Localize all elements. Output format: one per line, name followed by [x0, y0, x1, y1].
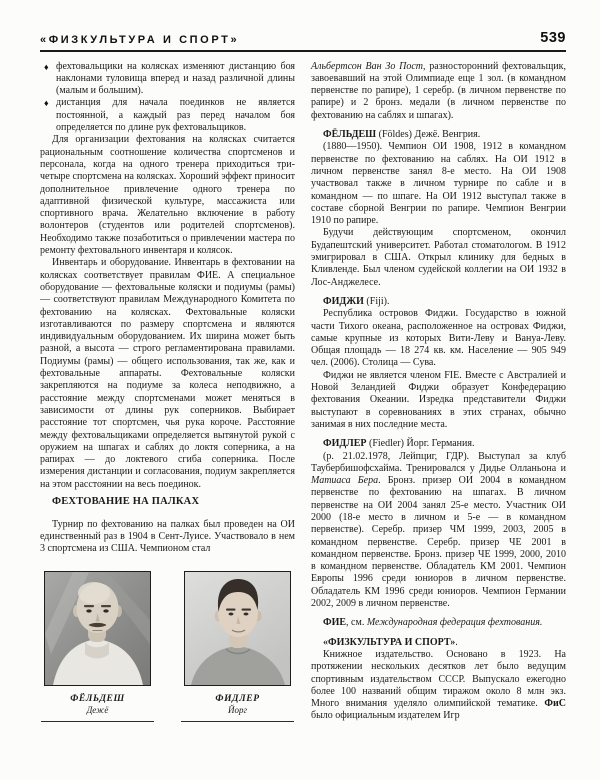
fie-reference: Международная федерация фехтования. — [366, 617, 543, 629]
paragraph-fiji-geography: Республика островов Фиджи. Государство в южной части Тихого океана, расположенное на островах Фиджи, самые крупные из которых Вити-Леву и Вануа-Леву. Общая площадь — 18 274 кв. км. Население — 905 949 чел. (2006). Столица — Сува. — [311, 308, 566, 369]
fiedler-caption — [181, 694, 294, 722]
paragraph-fiji-fencing: Фиджи не является членом FIE. Вместе с Австралией и Новой Зеландией Фиджи образует Конфедерацию фехтования Океании. Изредка представители Фиджи выступают в соревнованиях в этих странах, обычно занимая в них последние места. — [311, 369, 566, 430]
figure-foldes — [41, 571, 154, 722]
header-rule — [40, 50, 566, 52]
caption-rule — [41, 721, 154, 722]
albertson-name: Альбертсон Ван Зо Пост — [311, 60, 423, 72]
headword-fiedler-rest: (Fiedler) Йорг. Германия. — [366, 438, 475, 450]
headword-fis-rest: . — [455, 636, 458, 648]
running-header — [40, 30, 566, 46]
fis-abbreviation: ФиС — [544, 698, 566, 710]
paragraph-fis-publisher — [311, 649, 566, 723]
albertson-rest: , разносторонний фехтовальщик, завоевавший на этой Олимпиаде еще 1 зол. (в командном первенстве по рапире), 1 серебр. (в личном первенстве по рапире) и 2 бронз. медали (в личном первенстве по фехтованию на саблях и шпагах). — [311, 60, 566, 121]
fiedler-portrait-photo — [184, 571, 291, 686]
headword-fis: «ФИЗКУЛЬТУРА И СПОРТ» — [323, 636, 456, 648]
fis-text-before: Книжное издательство. Основано в 1923. На протяжении нескольких десятков лет было ведущим спортивным издательством СССР. Выпускало ежегодно более 100 названий общим тиражом около 8 млн экз. Много внимания уделяло олимпийской тематике. — [311, 648, 566, 710]
paragraph-organization: Для организации фехтования на колясках считается рациональным соотношение количества спортсменов и персонала, когда на одного тренера приходиться три-четыре спортсмена на колясках. Хороший эффект приносит дополнительное привлечение одного тренера по адаптивной физической культуре, массажиста или спортивного врача. Желательно включение в работу волонтеров (студентов или родителей спортсменов). Необходимо также позаботиться о привлечении мастера по ремонту фехтовального инвентаря и колясок. — [40, 134, 295, 257]
fiedler-caption-surname: ФИДЛЕР — [215, 693, 260, 704]
right-column — [311, 61, 566, 723]
bullet-item — [40, 97, 295, 134]
entry-head-fiedler — [311, 438, 566, 450]
running-header-title: «ФИЗКУЛЬТУРА И СПОРТ» — [40, 34, 240, 46]
headword-fie: ФИЕ — [323, 617, 347, 629]
fiedler-coach-name: Матиаса Бера — [311, 475, 379, 487]
foldes-portrait-drawing — [45, 572, 150, 685]
bullet-text: дистанция для начала поединков не является постоянной, а каждый раз перед началом боя определяется по длине рук фехтовальщиков. — [56, 97, 295, 134]
paragraph-equipment: Инвентарь и оборудование. Инвентарь в фехтовании на колясках соответствует правилам ФИЕ. А специальное оборудование — фехтовальные коляски и подиумы (рамы) — соответствуют правилам Международного Комитета по фехтованию на колясках. Фехтовальные коляски изготавливаются по размеру спортсмена и являются индивидуальным оборудованием. Их ширина может быть разной, а высота — строго регламентирована правилами. Подиумы (рамы) — общего использования, так же, как и фехтовальные аппараты. Фехтовальные коляски закрепляются на подиуме за колеса неподвижно, а расстояние между спортсменами может меняться в зависимости от длины рук соперников. Выбирает расстояние тот спортсмен, чья рука короче. Расстояние между фехтовальщиками определяется вытянутой рукой с оружием на шпагах и саблях до локтя соперника, а на рапирах — до локтевого сгиба соперника. После измерения дистанции и согласования, подиум закрепляется на этом расстоянии на весь поединок. — [40, 257, 295, 490]
left-column — [40, 61, 295, 723]
bullet-text: фехтовальщики на колясках изменяют дистанцию боя наклонами туловища вперед и назад различной длины (малым и большим). — [56, 60, 295, 97]
paragraph-stick-fencing: Турнир по фехтованию на палках был проведен на ОИ единственный раз в 1904 в Сент-Луисе. Участвовало в нем 3 спортсмена из США. Чемпионом стал — [40, 518, 295, 555]
fis-text-after: было официальным издателем Игр — [311, 710, 460, 722]
caption-rule — [181, 721, 294, 722]
foldes-portrait-photo — [44, 571, 151, 686]
fiedler-text-before: (р. 21.02.1978, Лейпциг, ГДР). Выступал за клуб Таубербишофсхайма. Тренировался у Дидье Олланьона и — [311, 450, 566, 474]
entry-head-foldes — [311, 129, 566, 141]
paragraph-foldes-life: Будучи действующим спортсменом, окончил Будапештский университет. Работал стоматологом. В 1912 эмигрировал в США. Открыл клинику для бедных в Кливленде. Был членом судейской коллегии на ОИ 1932 в Лос-Анджелесе. — [311, 227, 566, 288]
paragraph-fiedler-career — [311, 451, 566, 611]
paragraph-foldes-career: (1880—1950). Чемпион ОИ 1908, 1912 в командном первенстве по фехтованию на саблях. На ОИ 1912 в личном первенстве занял 8-е место. На ОИ 1908 участвовал также в личном турнире по сабле и в командном — по шпаге. На ОИ 1912 выступал также в составе сборной Венгрии по рапире. Чемпион Венгрии 1910 по рапире. — [311, 141, 566, 227]
diamond-bullet-icon: ♦ — [44, 98, 49, 109]
page-number: 539 — [540, 30, 566, 46]
headword-foldes: ФЁЛЬДЕШ — [323, 129, 377, 141]
fie-see: , см. — [346, 617, 367, 629]
headword-fiji-rest: (Fiji). — [363, 295, 390, 307]
two-column-body — [40, 61, 566, 723]
fiedler-text-after: . Бронз. призер ОИ 2004 в командном первенстве по фехтованию на шпагах. В личном первенстве на ОИ 2004 занял 25-е место. Участник ОИ 2000 (18-е место в личном и 5-е — в командном первенстве). Серебр. призер ЧМ 1999, 2003, 2005 в командном первенстве. Серебр. призер ЧЕ 2001 в командном первенстве. Бронз. призер ЧЕ 1999, 2000, 2010 в командном первенстве. Обладатель КМ 2001. Чемпион Европы 1996 среди юниоров в личном первенстве. Обладатель КМ 1996 среди юниоров. Чемпион Германии 2002, 2009 в личном первенстве. — [311, 475, 566, 610]
headword-fiji: ФИДЖИ — [323, 295, 364, 307]
portrait-figures-row — [40, 571, 295, 722]
headword-fiedler: ФИДЛЕР — [323, 438, 367, 450]
section-title-stick-fencing: ФЕХТОВАНИЕ НА ПАЛКАХ — [52, 495, 200, 507]
entry-fie-crossref — [311, 617, 566, 629]
fiedler-portrait-drawing — [185, 572, 290, 685]
paragraph-albertson — [311, 61, 566, 122]
diamond-bullet-icon: ♦ — [44, 61, 49, 72]
headword-foldes-rest: (Földes) Дежё. Венгрия. — [376, 129, 481, 141]
foldes-caption-surname: ФЁЛЬДЕШ — [70, 693, 125, 704]
foldes-caption — [41, 694, 154, 722]
foldes-caption-firstname: Дежё — [86, 704, 109, 715]
entry-head-fis — [311, 637, 566, 649]
fiedler-caption-firstname: Йорг — [227, 704, 247, 715]
entry-head-fiji — [311, 296, 566, 308]
bullet-item — [40, 61, 295, 98]
figure-fiedler — [181, 571, 294, 722]
